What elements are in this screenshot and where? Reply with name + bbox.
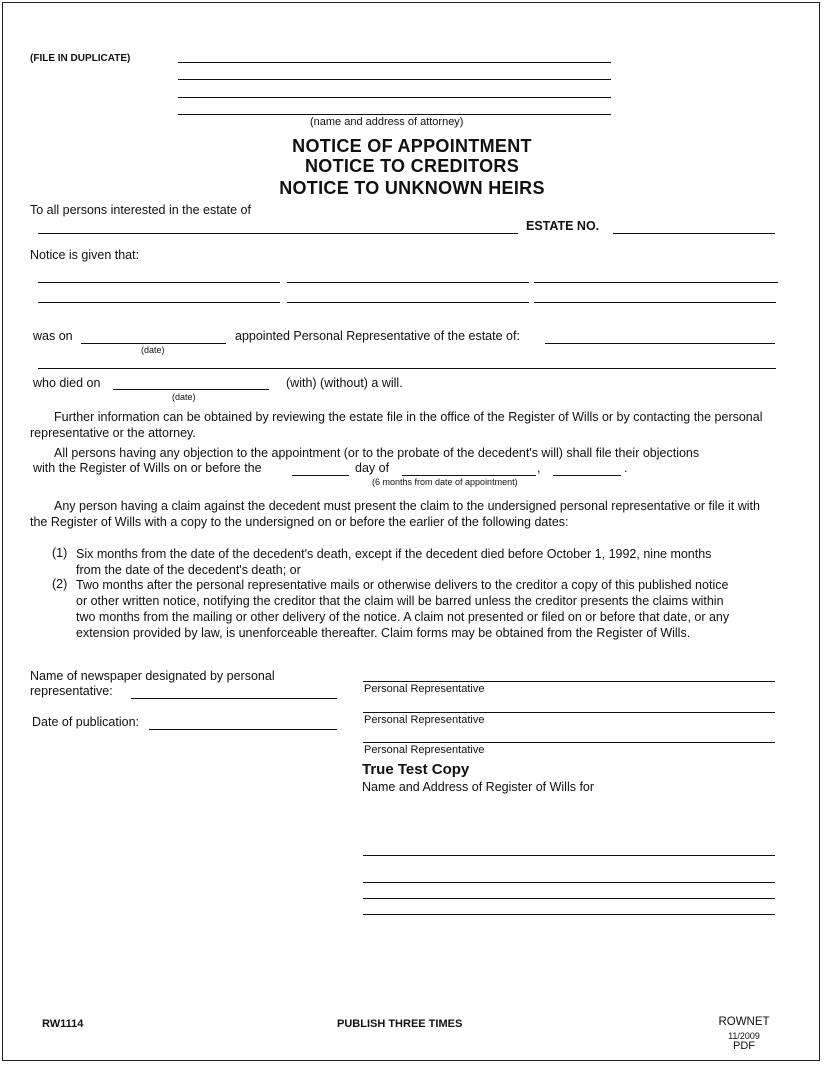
notice-given-label: Notice is given that: xyxy=(30,248,140,262)
period-mark: . xyxy=(624,461,628,475)
death-date-caption: (date) xyxy=(172,392,196,402)
register-address-line-4[interactable] xyxy=(363,914,775,915)
form-number: RW1114 xyxy=(42,1018,84,1030)
attorney-line-1[interactable] xyxy=(178,62,611,63)
objection-line-2: with the Register of Wills on or before the xyxy=(33,461,262,475)
register-address-line-2[interactable] xyxy=(363,882,775,883)
objection-month-field[interactable] xyxy=(402,475,536,476)
decedent-name-field[interactable] xyxy=(545,343,775,344)
pr-signature-line-2[interactable] xyxy=(363,712,775,713)
objection-day-field[interactable] xyxy=(292,475,349,476)
item-1-text: Six months from the date of the decedent's death, except if the decedent died before October 1, 1992, nine months from the date of the decedent's death; or xyxy=(76,547,712,577)
file-in-duplicate-note: (FILE IN DUPLICATE) xyxy=(30,53,131,64)
item-2-number: (2) xyxy=(52,577,68,591)
decedent-name-field-2[interactable] xyxy=(38,368,776,369)
pr-name-field-1[interactable] xyxy=(38,282,280,283)
attorney-caption: (name and address of attorney) xyxy=(310,116,464,128)
attorney-line-4[interactable] xyxy=(178,114,611,115)
six-months-caption: (6 months from date of appointment) xyxy=(372,477,518,487)
title-notice-to-unknown-heirs: NOTICE TO UNKNOWN HEIRS xyxy=(279,178,545,198)
title-notice-to-creditors: NOTICE TO CREDITORS xyxy=(304,156,520,176)
attorney-line-2[interactable] xyxy=(178,79,611,80)
footer-format: PDF xyxy=(733,1040,755,1052)
day-of-label: day of xyxy=(355,461,390,475)
newspaper-label-line-2: representative: xyxy=(30,684,113,698)
pr-address-field-3[interactable] xyxy=(534,302,776,303)
further-info-paragraph: Further information can be obtained by reviewing the estate file in the office of the Register of Wills or by contacting the personal representative or the attorney. xyxy=(30,410,763,440)
newspaper-field[interactable] xyxy=(131,698,337,699)
item-1-number: (1) xyxy=(52,546,68,560)
died-on-label: who died on xyxy=(33,376,101,390)
footer-date: 11/2009 xyxy=(728,1031,760,1041)
publication-date-field[interactable] xyxy=(149,729,337,730)
pr-signature-label-2: Personal Representative xyxy=(364,714,485,726)
was-on-label: was on xyxy=(33,329,73,343)
objection-line-1: All persons having any objection to the appointment (or to the probate of the decedent's will) shall file their objections xyxy=(54,446,700,460)
true-test-copy-heading: True Test Copy xyxy=(362,761,470,778)
pr-signature-label-1: Personal Representative xyxy=(364,683,485,695)
pr-name-field-2[interactable] xyxy=(287,282,529,283)
pr-address-field-1[interactable] xyxy=(38,302,280,303)
title-notice-of-appointment: NOTICE OF APPOINTMENT xyxy=(292,136,532,156)
estate-name-field[interactable] xyxy=(38,233,518,234)
estate-intro: To all persons interested in the estate of xyxy=(30,203,251,217)
footer-org: ROWNET xyxy=(718,1016,770,1028)
pr-name-field-3[interactable] xyxy=(534,282,778,283)
publication-date-label: Date of publication: xyxy=(32,715,140,729)
comma-mark: , xyxy=(537,461,541,475)
newspaper-label-line-1: Name of newspaper designated by personal xyxy=(30,669,275,683)
register-of-wills-label: Name and Address of Register of Wills for xyxy=(362,780,595,794)
appointment-date-caption: (date) xyxy=(141,345,165,355)
attorney-line-3[interactable] xyxy=(178,97,611,98)
pr-signature-line-1[interactable] xyxy=(363,681,775,682)
claim-intro-paragraph: Any person having a claim against the decedent must present the claim to the undersigned personal representative or file it with the Register of Wills with a copy to the undersigned on or before the earlier of the following dates: xyxy=(30,499,760,529)
register-address-line-1[interactable] xyxy=(363,855,775,856)
register-address-line-3[interactable] xyxy=(363,898,775,899)
death-date-field[interactable] xyxy=(113,389,269,390)
pr-address-field-2[interactable] xyxy=(287,302,529,303)
appointed-text: appointed Personal Representative of the estate of: xyxy=(235,329,520,343)
appointment-date-field[interactable] xyxy=(81,343,226,344)
will-text: (with) (without) a will. xyxy=(286,376,403,390)
estate-no-field[interactable] xyxy=(613,233,775,234)
estate-no-label: ESTATE NO. xyxy=(526,219,600,233)
pr-signature-label-3: Personal Representative xyxy=(364,744,485,756)
pr-signature-line-3[interactable] xyxy=(363,742,775,743)
objection-year-field[interactable] xyxy=(553,475,621,476)
publish-three-times-note: PUBLISH THREE TIMES xyxy=(337,1018,463,1030)
item-2-text: Two months after the personal representative mails or otherwise delivers to the creditor a copy of this published notice or other written notice, notifying the creditor that the claim will be barred unless the creditor presents the claims within two months from the mailing or other delivery of the notice. A claim not presented or filed on or before that date, or any extension provided by law, is unenforceable thereafter. Claim forms may be obtained from the Register of Wills. xyxy=(76,578,730,640)
